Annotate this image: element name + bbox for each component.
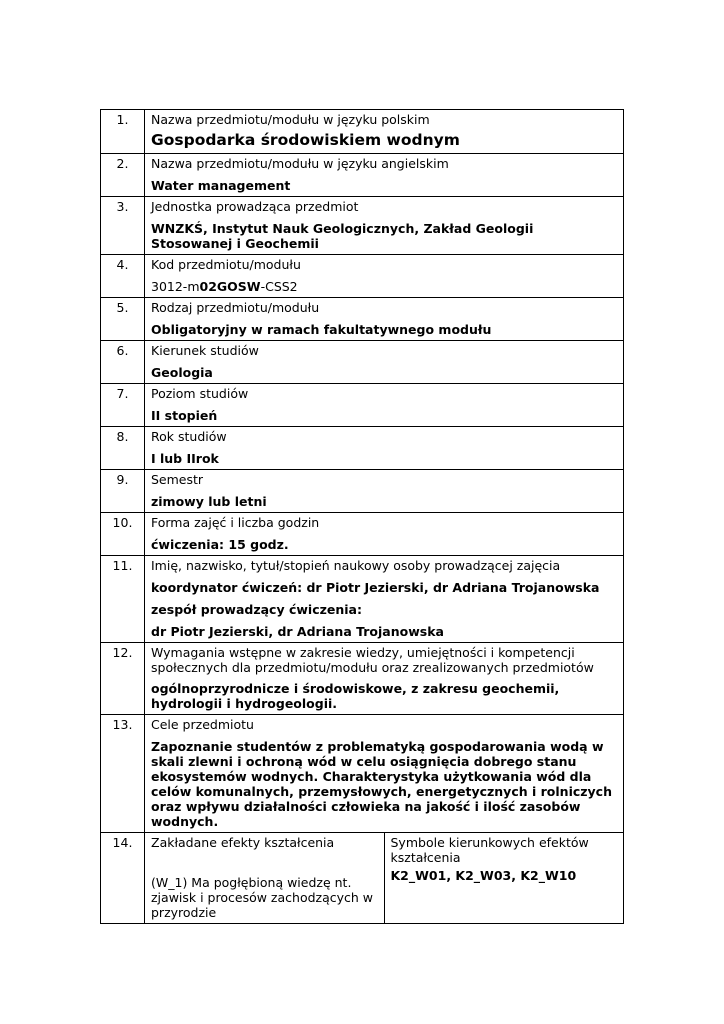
table-row bbox=[101, 833, 624, 924]
table-row bbox=[101, 427, 624, 470]
symbols-cell bbox=[384, 833, 624, 924]
row-content bbox=[145, 110, 624, 154]
effect-item: (W_1) Ma pogłębioną wiedzę nt. zjawisk i procesów zachodzących w przyrodzie bbox=[151, 875, 374, 920]
row-number: 12. bbox=[101, 643, 145, 715]
code-core: 02GOSW bbox=[199, 279, 261, 294]
row-label: Wymagania wstępne w zakresie wiedzy, umiejętności i kompetencji społecznych dla przedmiotu/modułu oraz zrealizowanych przedmiotów bbox=[151, 645, 594, 675]
row-content bbox=[145, 556, 624, 643]
table-row bbox=[101, 341, 624, 384]
row-content bbox=[145, 255, 624, 298]
row-number: 11. bbox=[101, 556, 145, 643]
row-number: 10. bbox=[101, 513, 145, 556]
row-value: WNZKŚ, Instytut Nauk Geologicznych, Zakład Geologii Stosowanej i Geochemii bbox=[151, 221, 534, 251]
row-number: 1. bbox=[101, 110, 145, 154]
row-label: Jednostka prowadząca przedmiot bbox=[151, 199, 359, 214]
row-content bbox=[145, 384, 624, 427]
row-number: 8. bbox=[101, 427, 145, 470]
row-label: Nazwa przedmiotu/modułu w języku polskim bbox=[151, 112, 430, 127]
row-content bbox=[145, 470, 624, 513]
team-members: dr Piotr Jezierski, dr Adriana Trojanowska bbox=[151, 624, 444, 639]
row-content bbox=[145, 341, 624, 384]
row-value: Water management bbox=[151, 178, 291, 193]
table-row bbox=[101, 556, 624, 643]
table-row bbox=[101, 154, 624, 197]
row-content bbox=[145, 715, 624, 833]
table-row bbox=[101, 470, 624, 513]
row-content bbox=[145, 513, 624, 556]
row-label: Rok studiów bbox=[151, 429, 227, 444]
row-value: ogólnoprzyrodnicze i środowiskowe, z zakresu geochemii, hydrologii i hydrogeologii. bbox=[151, 681, 560, 711]
row-number: 4. bbox=[101, 255, 145, 298]
row-value: Zapoznanie studentów z problematyką gospodarowania wodą w skali zlewni i ochroną wód w celu osiągnięcia dobrego stanu ekosystemów wodnych. Charakterystyka użytkowania wód dla celów komunalnych, przemysłowych, energetycznych i rolniczych oraz wpływu działalności człowieka na jakość i ilość zasobów wodnych. bbox=[151, 739, 612, 829]
row-label: Imię, nazwisko, tytuł/stopień naukowy osoby prowadzącej zajęcia bbox=[151, 558, 561, 573]
row-value: I lub IIrok bbox=[151, 451, 219, 466]
effects-cell bbox=[145, 833, 385, 924]
row-value: Obligatoryjny w ramach fakultatywnego modułu bbox=[151, 322, 492, 337]
table-row bbox=[101, 197, 624, 255]
table-row bbox=[101, 110, 624, 154]
row-number: 2. bbox=[101, 154, 145, 197]
row-label: Forma zajęć i liczba godzin bbox=[151, 515, 320, 530]
row-label: Cele przedmiotu bbox=[151, 717, 254, 732]
table-row bbox=[101, 255, 624, 298]
row-number: 9. bbox=[101, 470, 145, 513]
syllabus-table bbox=[100, 109, 624, 924]
row-value: zimowy lub letni bbox=[151, 494, 267, 509]
row-content bbox=[145, 298, 624, 341]
table-row bbox=[101, 298, 624, 341]
row-label: Rodzaj przedmiotu/modułu bbox=[151, 300, 320, 315]
row-label: Kod przedmiotu/modułu bbox=[151, 257, 301, 272]
row-content bbox=[145, 197, 624, 255]
row-label: Semestr bbox=[151, 472, 204, 487]
row-label: Poziom studiów bbox=[151, 386, 249, 401]
table-row bbox=[101, 715, 624, 833]
row-number: 5. bbox=[101, 298, 145, 341]
row-number: 13. bbox=[101, 715, 145, 833]
table-row bbox=[101, 513, 624, 556]
symbols-label: Symbole kierunkowych efektów kształcenia bbox=[390, 835, 589, 865]
table-row bbox=[101, 643, 624, 715]
row-value: ćwiczenia: 15 godz. bbox=[151, 537, 289, 552]
row-content bbox=[145, 643, 624, 715]
effects-label: Zakładane efekty kształcenia bbox=[151, 835, 335, 850]
row-number: 3. bbox=[101, 197, 145, 255]
row-content bbox=[145, 427, 624, 470]
row-number: 7. bbox=[101, 384, 145, 427]
row-value: II stopień bbox=[151, 408, 218, 423]
row-number: 14. bbox=[101, 833, 145, 924]
row-label: Kierunek studiów bbox=[151, 343, 259, 358]
module-code bbox=[151, 279, 617, 294]
code-suffix: -CSS2 bbox=[260, 279, 298, 294]
row-value: Gospodarka środowiskiem wodnym bbox=[151, 131, 460, 149]
coordinator-line: koordynator ćwiczeń: dr Piotr Jezierski, dr Adriana Trojanowska bbox=[151, 580, 600, 595]
effect-symbols: K2_W01, K2_W03, K2_W10 bbox=[390, 868, 577, 883]
team-heading: zespół prowadzący ćwiczenia: bbox=[151, 602, 362, 617]
row-label: Nazwa przedmiotu/modułu w języku angielskim bbox=[151, 156, 449, 171]
row-number: 6. bbox=[101, 341, 145, 384]
code-prefix: 3012-m bbox=[151, 279, 200, 294]
row-value: Geologia bbox=[151, 365, 213, 380]
table-row bbox=[101, 384, 624, 427]
row-content bbox=[145, 154, 624, 197]
